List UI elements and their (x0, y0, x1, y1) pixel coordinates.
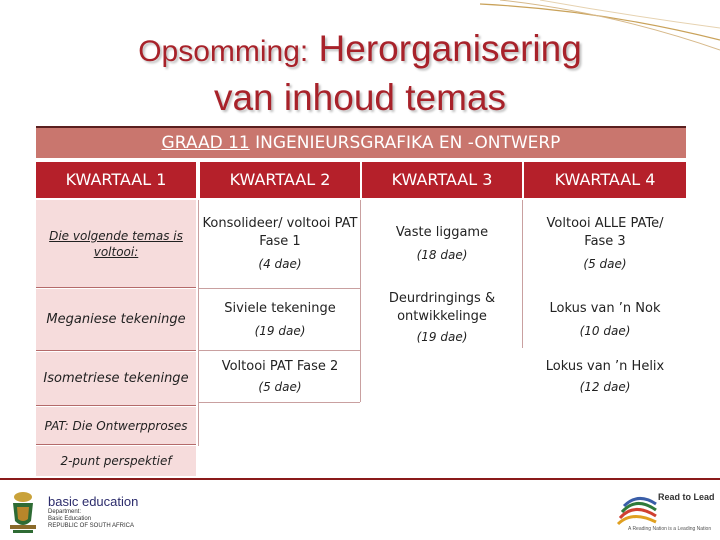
q4-cell-1 (524, 200, 686, 286)
q3-cell-2 (362, 282, 522, 352)
q1-topic-perspective: 2-punt perspektief (60, 454, 172, 468)
logo-dept-1: Department: (48, 509, 82, 515)
q3-duration-1: (18 dae) (416, 248, 468, 262)
q3-topic-2: Deurdringings & ontwikkelinge (388, 291, 496, 324)
divider (198, 402, 360, 403)
quarter-2-header: KWARTAAL 2 (200, 162, 360, 198)
title-line2: van inhoud temas (213, 77, 507, 118)
q2-cell-3 (200, 352, 360, 400)
divider (522, 200, 523, 348)
quarter-1-header: KWARTAAL 1 (36, 162, 196, 198)
q2-topic-2: Siviele tekeninge (224, 301, 336, 316)
q2-cell-1 (200, 200, 360, 286)
quarter-4-header: KWARTAAL 4 (524, 162, 686, 198)
logo-dept-3: REPUBLIC OF SOUTH AFRICA (48, 523, 135, 529)
q4-cell-3 (524, 352, 686, 400)
q1-cell-2 (36, 289, 196, 351)
q2-duration-1: (4 dae) (258, 257, 302, 271)
q1-cell-5 (36, 446, 196, 476)
logo-dept-2: Basic Education (48, 516, 92, 522)
q2-topic-3: Voltooi PAT Fase 2 (221, 359, 339, 374)
q4-cell-2 (524, 290, 686, 348)
read-to-lead-logo (612, 488, 716, 536)
q1-cell-1 (36, 200, 196, 288)
q1-topic-pat: PAT: Die Ontwerpproses (44, 418, 188, 433)
footer-divider (0, 478, 720, 480)
grade-label: GRAAD 11 (161, 133, 250, 153)
q4-duration-3: (12 dae) (579, 380, 631, 394)
q1-intro: Die volgende temas is voltooi: (49, 228, 183, 259)
q4-topic-1: Voltooi ALLE PATe/ Fase 3 (546, 216, 664, 249)
coat-of-arms-icon (4, 489, 42, 535)
divider (198, 288, 360, 289)
q2-topic-1: Konsolideer/ voltooi PAT Fase 1 (202, 216, 358, 249)
q1-topic-mechanical: Meganiese tekeninge (46, 311, 186, 327)
divider (198, 200, 199, 446)
q1-topic-isometric: Isometriese tekeninge (43, 370, 189, 386)
logo-tagline: A Reading Nation is a Leading Nation (628, 526, 712, 532)
basic-education-logo (4, 488, 184, 536)
q3-cell-1 (362, 200, 522, 286)
q1-cell-4 (36, 407, 196, 445)
q1-cell-3 (36, 352, 196, 406)
q4-topic-2: Lokus van ’n Nok (549, 301, 661, 316)
logo-read-to-lead: Read to Lead (658, 492, 715, 502)
title-part2: Herorganisering (318, 28, 582, 69)
q4-duration-1: (5 dae) (583, 257, 627, 271)
q2-cell-2 (200, 290, 360, 348)
logo-name: basic education (48, 494, 139, 509)
q3-duration-2: (19 dae) (416, 330, 468, 344)
q4-topic-3: Lokus van ’n Helix (545, 359, 665, 374)
q2-duration-3: (5 dae) (258, 380, 302, 394)
quarter-3-header: KWARTAAL 3 (362, 162, 522, 198)
grade-header (36, 126, 686, 158)
title-part1: Opsomming: (138, 35, 309, 68)
subject-label: INGENIEURSGRAFIKA EN -ONTWERP (255, 133, 561, 153)
slide-title (60, 26, 660, 121)
q3-topic-1: Vaste liggame (395, 225, 489, 240)
divider (360, 200, 361, 402)
divider (198, 350, 360, 351)
q4-duration-2: (10 dae) (579, 324, 631, 338)
q2-duration-2: (19 dae) (254, 324, 306, 338)
